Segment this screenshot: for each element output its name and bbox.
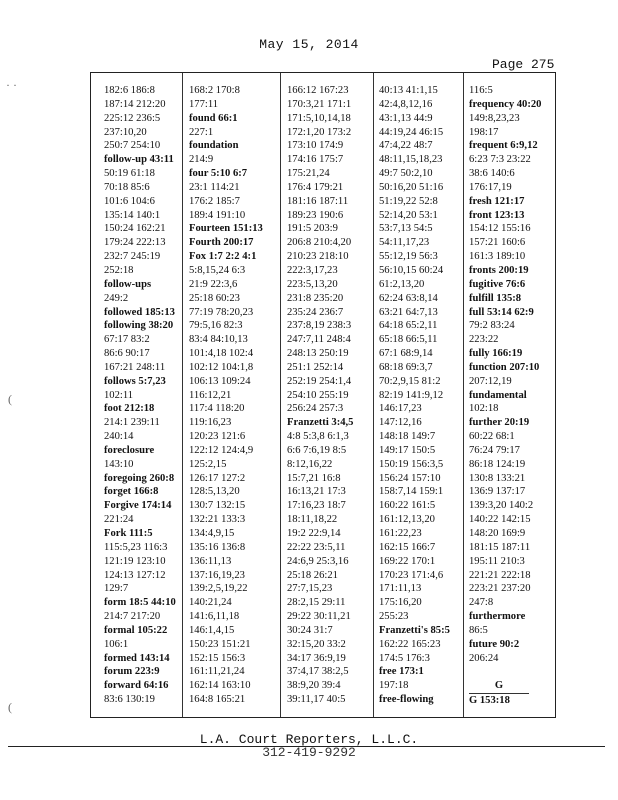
index-reference: 83:4 84:10,13 [189,334,248,346]
index-reference: 158:7,14 159:1 [379,486,444,498]
index-reference: 86:6 90:17 [104,348,150,360]
index-reference: 176:17,19 [469,181,512,193]
index-reference: 181:15 187:11 [469,541,531,553]
index-reference: 247:8 [469,597,494,609]
index-reference: 206:8 210:4,20 [287,237,352,249]
index-reference: 173:10 174:9 [287,140,344,152]
index-reference: 169:22 170:1 [379,555,436,567]
index-reference: 162:14 163:10 [189,680,251,692]
index-reference: 18:11,18,22 [287,514,338,526]
index-term: frequency 40:20 [469,98,542,110]
margin-mark: · · [6,78,17,92]
index-reference: 76:24 79:17 [469,444,520,456]
index-term: Fourteen 151:13 [189,223,263,235]
index-reference: 181:16 187:11 [287,195,349,207]
index-reference: 249:2 [104,292,129,304]
index-reference: 130:8 133:21 [469,472,526,484]
index-reference: 106:1 [104,638,129,650]
index-reference: 223:21 237:20 [469,583,531,595]
index-reference: 150:24 162:21 [104,223,166,235]
index-reference: 147:12,16 [379,417,422,429]
index-reference: 82:19 141:9,12 [379,389,444,401]
index-reference: 70:18 85:6 [104,181,150,193]
index-reference: 63:21 64:7,13 [379,306,438,318]
index-term: found 66:1 [189,112,238,124]
index-reference: 149:17 150:5 [379,444,436,456]
index-reference: 30:24 31:7 [287,624,333,636]
index-reference: 8:12,16,22 [287,458,333,470]
index-reference: 143:10 [104,458,134,470]
index-reference: 29:22 30:11,21 [287,611,351,623]
index-reference: 115:5,23 116:3 [104,541,168,553]
index-reference: 223:5,13,20 [287,278,338,290]
index-reference: 102:18 [469,403,499,415]
index-column-4 [379,84,471,714]
index-reference: 146:1,4,15 [189,624,235,636]
index-reference: 174:5 176:3 [379,652,430,664]
index-reference: 176:2 185:7 [189,195,240,207]
index-reference [469,665,561,679]
index-reference: 124:13 127:12 [104,569,166,581]
index-reference: 42:4,8,12,16 [379,98,433,110]
index-reference: 150:19 156:3,5 [379,458,444,470]
index-reference: 221:21 222:18 [469,569,531,581]
index-column-5 [469,84,561,714]
header-date: May 15, 2014 [259,37,359,52]
index-reference: 251:1 252:14 [287,361,344,373]
index-term: foregoing 260:8 [104,472,175,484]
index-term: forum 223:9 [104,666,160,678]
index-reference: 49:7 50:2,10 [379,168,433,180]
index-reference: 101:4,18 102:4 [189,348,254,360]
index-term: fully 166:19 [469,348,523,360]
index-term: fresh 121:17 [469,195,525,207]
footer-phone: 312-419-9292 [262,745,356,760]
index-reference: 137:16,19,23 [189,569,245,581]
index-reference: 38:6 140:6 [469,168,515,180]
index-reference: 237:8,19 238:3 [287,320,352,332]
index-reference: 136:9 137:17 [469,486,526,498]
index-reference: 121:19 123:10 [104,555,166,567]
index-reference: 128:5,13,20 [189,486,240,498]
index-reference: 129:7 [104,583,129,595]
index-reference: 126:17 127:2 [189,472,246,484]
index-reference: 179:24 222:13 [104,237,166,249]
index-reference: 175:21,24 [287,168,330,180]
index-reference: 149:8,23,23 [469,112,520,124]
margin-mark: ( [8,700,12,714]
index-term: function 207:10 [469,361,540,373]
index-reference: 28:2,15 29:11 [287,597,346,609]
index-reference: 139:3,20 140:2 [469,500,534,512]
index-reference: 161:12,13,20 [379,514,435,526]
index-reference: 140:21,24 [189,597,232,609]
index-reference: 166:12 167:23 [287,85,349,96]
index-reference: 67:1 68:9,14 [379,348,433,360]
index-reference: 240:14 [104,431,134,443]
index-reference: 152:15 156:3 [189,652,246,664]
index-term: full 53:14 62:9 [469,306,534,318]
index-reference: 122:12 124:4,9 [189,444,254,456]
index-reference: 50:19 61:18 [104,168,155,180]
index-reference: 24:6,9 25:3,16 [287,555,349,567]
index-reference: 171:11,13 [379,583,422,595]
index-reference: 25:18 26:21 [287,569,338,581]
index-reference: 6:6 7:6,19 8:5 [287,444,347,456]
index-reference: 139:2,5,19,22 [189,583,248,595]
index-term: followed 185:13 [104,306,175,318]
index-reference: 116:5 [469,85,493,96]
index-reference: 83:6 130:19 [104,694,155,706]
index-term: fulfill 135:8 [469,292,522,304]
index-reference: 206:24 [469,652,499,664]
index-reference: 210:23 218:10 [287,251,349,263]
index-reference: 53:7,13 54:5 [379,223,433,235]
index-reference: 67:17 83:2 [104,334,150,346]
index-reference: 164:8 165:21 [189,694,246,706]
index-term: forward 64:16 [104,680,169,692]
index-reference: 174:16 175:7 [287,154,344,166]
index-reference: 232:7 245:19 [104,251,161,263]
index-reference: 17:16,23 18:7 [287,500,346,512]
index-reference: 15:7,21 16:8 [287,472,341,484]
index-reference: 125:2,15 [189,458,227,470]
index-reference: 162:22 165:23 [379,638,441,650]
index-reference: 79:2 83:24 [469,320,515,332]
index-reference: 106:13 109:24 [189,375,251,387]
index-reference: 195:11 210:3 [469,555,525,567]
index-reference: 254:10 255:19 [287,389,349,401]
index-term: fronts 200:19 [469,264,529,276]
index-reference: 79:5,16 82:3 [189,320,243,332]
index-reference: 171:5,10,14,18 [287,112,351,124]
index-reference: 70:2,9,15 81:2 [379,375,441,387]
index-reference: 101:6 104:6 [104,195,155,207]
index-reference: 182:6 186:8 [104,85,155,96]
index-reference: 43:1,13 44:9 [379,112,433,124]
index-reference: 56:10,15 60:24 [379,264,444,276]
index-reference: 34:17 36:9,19 [287,652,346,664]
index-reference: 161:22,23 [379,528,422,539]
index-term: Franzetti 3:4,5 [287,417,354,429]
index-reference: 176:4 179:21 [287,181,344,193]
index-reference: 156:24 157:10 [379,472,441,484]
index-reference: 141:6,11,18 [189,611,240,623]
index-reference: 39:11,17 40:5 [287,694,346,706]
index-term: four 5:10 6:7 [189,168,248,180]
index-reference: 161:3 189:10 [469,251,526,263]
index-reference: 255:23 [379,611,409,623]
index-reference: 187:14 212:20 [104,98,166,110]
index-reference: 117:4 118:20 [189,403,245,415]
index-reference: 214:7 217:20 [104,611,161,623]
index-reference: 256:24 257:3 [287,403,344,415]
index-reference: 189:4 191:10 [189,209,246,221]
index-reference: 252:19 254:1,4 [287,375,352,387]
index-reference: 160:22 161:5 [379,500,436,512]
index-term: free 173:1 [379,666,424,678]
index-reference: 250:7 254:10 [104,140,161,152]
index-term: form 18:5 44:10 [104,597,176,609]
index-reference: 54:11,17,23 [379,237,430,249]
index-reference: 130:7 132:15 [189,500,246,512]
index-reference: 86:18 124:19 [469,458,526,470]
index-reference: 170:23 171:4,6 [379,569,444,581]
index-reference: 86:5 [469,624,488,636]
index-term: follow-up 43:11 [104,154,174,166]
index-reference: 223:22 [469,334,499,346]
index-reference: 148:20 169:9 [469,528,526,539]
index-reference: 136:11,13 [189,555,232,567]
index-term: foundation [189,140,239,152]
index-column-1 [104,84,196,714]
index-reference: 227:1 [189,126,214,138]
index-reference: 191:5 203:9 [287,223,338,235]
index-reference: 177:11 [189,98,219,110]
index-reference: 38:9,20 39:4 [287,680,341,692]
index-reference: 52:14,20 53:1 [379,209,438,221]
index-reference: 214:1 239:11 [104,417,160,429]
index-reference: 68:18 69:3,7 [379,361,433,373]
index-term: Fox 1:7 2:2 4:1 [189,251,257,263]
index-term: following 38:20 [104,320,174,332]
index-reference: 40:13 41:1,15 [379,85,438,96]
index-term: frequent 6:9,12 [469,140,538,152]
index-reference: 157:21 160:6 [469,237,526,249]
index-column-2 [189,84,281,714]
index-term: fugitive 76:6 [469,278,526,290]
index-reference: 134:4,9,15 [189,528,235,539]
index-reference: 132:21 133:3 [189,514,246,526]
index-term: follows 5:7,23 [104,375,166,387]
index-reference: 4:8 5:3,8 6:1,3 [287,431,349,443]
index-reference: 189:23 190:6 [287,209,344,221]
index-reference: 225:12 236:5 [104,112,161,124]
index-reference: 102:12 104:1,8 [189,361,254,373]
index-reference: 222:3,17,23 [287,264,338,276]
index-reference: 61:2,13,20 [379,278,425,290]
index-term: formed 143:14 [104,652,170,664]
index-term: Fork 111:5 [104,528,153,539]
index-term: future 90:2 [469,638,520,650]
index-term: fundamental [469,389,527,401]
index-reference: 25:18 60:23 [189,292,240,304]
index-reference: 237:10,20 [104,126,147,138]
index-reference: 64:18 65:2,11 [379,320,438,332]
index-reference: 48:11,15,18,23 [379,154,443,166]
index-term: free-flowing [379,694,434,706]
index-reference: 168:2 170:8 [189,85,240,96]
index-reference: 55:12,19 56:3 [379,251,438,263]
index-term: forget 166:8 [104,486,159,498]
index-reference: 170:3,21 171:1 [287,98,352,110]
index-reference: 5:8,15,24 6:3 [189,264,246,276]
index-reference: 116:12,21 [189,389,232,401]
index-term: follow-ups [104,278,152,290]
index-reference: 148:18 149:7 [379,431,436,443]
index-reference: 37:4,17 38:2,5 [287,666,349,678]
index-reference: 161:11,21,24 [189,666,245,678]
index-term: Forgive 174:14 [104,500,172,512]
index-term: Franzetti's 85:5 [379,624,450,636]
index-term: front 123:13 [469,209,525,221]
index-reference: 135:16 136:8 [189,541,246,553]
index-reference: 22:22 23:5,11 [287,541,346,553]
index-reference: 175:16,20 [379,597,422,609]
footer-company: L.A. Court Reporters, L.L.C. [199,732,419,747]
index-reference: 197:18 [379,680,409,692]
index-reference: 248:13 250:19 [287,348,349,360]
index-reference: 167:21 248:11 [104,361,166,373]
index-term: formal 105:22 [104,624,168,636]
index-reference: 162:15 166:7 [379,541,436,553]
index-reference: 47:4,22 48:7 [379,140,433,152]
index-reference: 50:16,20 51:16 [379,181,444,193]
index-reference: 252:18 [104,264,134,276]
index-term: G 153:18 [469,695,510,707]
index-reference: 231:8 235:20 [287,292,344,304]
index-term: Fourth 200:17 [189,237,254,249]
index-reference: 150:23 151:21 [189,638,251,650]
index-term: further 20:19 [469,417,530,429]
index-term: G [469,679,529,694]
index-reference: 154:12 155:16 [469,223,531,235]
index-reference: 32:15,20 33:2 [287,638,346,650]
index-term: furthermore [469,611,526,623]
index-reference: 16:13,21 17:3 [287,486,346,498]
index-reference: 146:17,23 [379,403,422,415]
index-reference: 60:22 68:1 [469,431,515,443]
index-reference: 172:1,20 173:2 [287,126,352,138]
index-term: foot 212:18 [104,403,155,415]
index-reference: 140:22 142:15 [469,514,531,526]
index-term: foreclosure [104,444,155,456]
index-reference: 21:9 22:3,6 [189,278,238,290]
index-reference: 119:16,23 [189,417,232,429]
margin-mark: ( [8,392,12,406]
index-reference: 19:2 22:9,14 [287,528,341,539]
index-reference: 235:24 236:7 [287,306,344,318]
index-reference: 247:7,11 248:4 [287,334,351,346]
index-reference: 102:11 [104,389,134,401]
index-reference: 62:24 63:8,14 [379,292,438,304]
index-reference: 65:18 66:5,11 [379,334,438,346]
index-reference: 51:19,22 52:8 [379,195,438,207]
index-reference: 207:12,19 [469,375,512,387]
page-number: Page 275 [492,57,555,72]
index-reference: 120:23 121:6 [189,431,246,443]
index-reference: 77:19 78:20,23 [189,306,254,318]
index-reference: 6:23 7:3 23:22 [469,154,531,166]
index-reference: 23:1 114:21 [189,181,240,193]
index-reference: 198:17 [469,126,499,138]
index-column-3 [287,84,379,714]
index-reference: 135:14 140:1 [104,209,161,221]
index-reference: 214:9 [189,154,214,166]
index-reference: 27:7,15,23 [287,583,333,595]
index-reference: 221:24 [104,514,134,526]
index-reference: 44:19,24 46:15 [379,126,444,138]
